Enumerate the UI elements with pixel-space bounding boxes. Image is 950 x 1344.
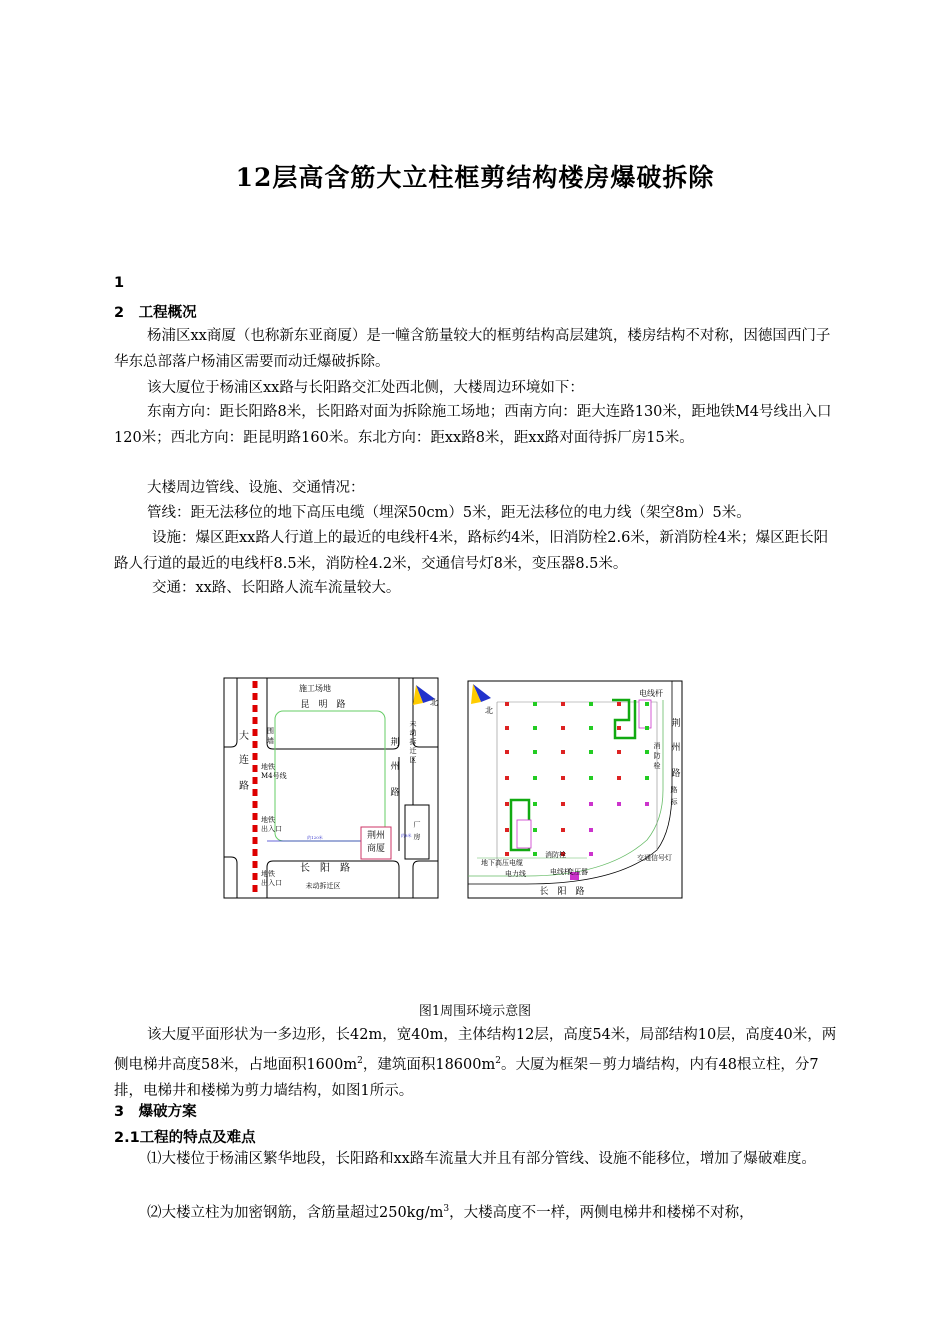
superscript-volume: 3 <box>443 1204 450 1214</box>
structure-text-1: 该大厦平面形状为一多边形，长42m，宽40m，主体结构12层，高度54米，局部结构10层，高度40米，两侧电梯井高度58米，占地面积1600m <box>114 1027 837 1073</box>
label-unmoved-v4: 迁 <box>409 747 417 755</box>
page-title: 12层高含筋大立柱框剪结构楼房爆破拆除 <box>235 163 715 192</box>
label-kunming-road: 昆 明 路 <box>300 700 346 710</box>
paragraph-traffic: 交通：xx路、长阳路人流车流量较大。 <box>152 580 401 596</box>
label-hydrant-v1: 消 <box>653 742 661 750</box>
label-building-2: 商厦 <box>366 844 386 854</box>
paragraph-intro: 杨浦区xx商厦（也称新东亚商厦）是一幢含筋量较大的框剪结构高层建筑，楼房结构不对称，因德国西门子华东总部落户杨浦区需要而动迁爆破拆除。 <box>114 328 831 370</box>
column-dot <box>533 802 537 806</box>
column-dot <box>617 702 621 706</box>
paragraph-structure <box>114 1022 840 1104</box>
label-north-right: 北 <box>485 706 493 715</box>
label-metro-exit-a2: 出入口 <box>261 825 282 833</box>
label-unmoved-v5: 区 <box>409 756 417 764</box>
paragraph-facilities-intro: 大楼周边管线、设施、交通情况： <box>147 480 365 496</box>
label-jingzhou-3: 路 <box>390 788 400 798</box>
label-north-left: 北 <box>430 698 438 707</box>
column-dot <box>589 802 593 806</box>
label-r-jingzhou-1: 荆 <box>671 719 681 729</box>
column-dot <box>589 726 593 730</box>
label-roadsign-1: 路 <box>670 786 678 794</box>
label-hydrant-v3: 栓 <box>653 762 661 770</box>
difficulty-text-1: ⑵大楼立柱为加密钢筋，含筋量超过250kg/m <box>147 1204 444 1221</box>
column-dot <box>589 852 593 856</box>
label-metro-1: 地铁 <box>261 763 275 771</box>
column-dot <box>589 828 593 832</box>
column-dot <box>505 828 509 832</box>
column-dot <box>617 776 621 780</box>
structure-text-2: ，建筑面积18600m <box>362 1056 496 1073</box>
column-dot <box>533 750 537 754</box>
column-dot <box>645 750 649 754</box>
label-pole-bottom: 电线杆 <box>550 868 571 876</box>
label-cable: 地下高压电缆 <box>481 859 523 867</box>
heading-2: 2 工程概况 <box>114 305 197 321</box>
column-dot <box>561 802 565 806</box>
label-jingzhou-2: 州 <box>390 762 400 772</box>
label-changyang-road: 长 阳 路 <box>300 863 350 874</box>
paragraph-pipelines: 管线：距无法移位的地下高压电缆（埋深50cm）5米，距无法移位的电力线（架空8m）5米。 <box>147 505 751 521</box>
label-roadsign-2: 标 <box>670 798 678 806</box>
label-powerline: 电力线 <box>505 870 526 878</box>
label-r-jingzhou-2: 州 <box>671 743 681 753</box>
heading-3: 3 爆破方案 <box>114 1104 197 1120</box>
column-dot <box>505 802 509 806</box>
column-dot <box>505 852 509 856</box>
label-unmoved-v2: 动 <box>409 729 417 737</box>
figure-caption: 图1周围环境示意图 <box>418 1004 532 1019</box>
label-hydrant: 消防栓 <box>545 851 566 859</box>
label-dalian-2: 连 <box>239 755 249 766</box>
column-dot <box>589 702 593 706</box>
column-dot <box>505 750 509 754</box>
label-metro-exit-a1: 地铁 <box>261 816 275 824</box>
column-dot <box>561 702 565 706</box>
paragraph-facilities: 设施：爆区距xx路人行道上的最近的电线杆4米，路标约4米，旧消防栓2.6米，新消防栓4米；爆区距长阳路人行道的最近的电线杆8.5米，消防栓4.2米，交通信号灯8米，变压器8.5米。 <box>114 530 829 572</box>
column-dot <box>533 776 537 780</box>
column-dot <box>645 726 649 730</box>
column-dot <box>561 828 565 832</box>
column-dot <box>645 702 649 706</box>
column-dot <box>645 776 649 780</box>
label-metro-2: M4号线 <box>261 772 287 780</box>
paragraph-difficulty-1: ⑴大楼位于杨浦区繁华地段，长阳路和xx路车流量大并且有部分管线、设施不能移位，增加了爆破难度。 <box>147 1151 816 1167</box>
column-dot <box>533 852 537 856</box>
column-dot <box>505 702 509 706</box>
heading-3-1: 2.1工程的特点及难点 <box>114 1130 256 1146</box>
column-dot <box>617 726 621 730</box>
column-dot <box>533 726 537 730</box>
column-dot <box>561 750 565 754</box>
column-dot <box>561 726 565 730</box>
paragraph-surroundings: 东南方向：距长阳路8米，长阳路对面为拆除施工场地；西南方向：距大连路130米，距地铁M4号线出入口120米；西北方向：距昆明路160米。东北方向：距xx路8米，距xx路对面待拆厂房15米。 <box>114 404 832 446</box>
column-dot <box>645 802 649 806</box>
label-wall-1: 围 <box>267 727 274 735</box>
label-building-1: 荆州 <box>366 831 386 841</box>
column-dot <box>505 776 509 780</box>
superscript-area-2: 2 <box>495 1056 501 1066</box>
label-jingzhou-1: 荆 <box>390 738 400 748</box>
superscript-area-1: 2 <box>357 1056 363 1066</box>
column-dot <box>617 802 621 806</box>
paragraph-difficulty-2 <box>114 1196 840 1226</box>
column-dot <box>533 702 537 706</box>
label-signal: 交通信号灯 <box>637 854 672 862</box>
column-dot <box>589 776 593 780</box>
label-transformer: 变压器 <box>567 868 588 876</box>
label-unmoved-v3: 拆 <box>409 738 417 746</box>
site-map-left <box>223 677 439 899</box>
structure-text-3: 。大厦为框架－剪力墙结构，内有48根立柱，分7排，电梯井和楼梯为剪力墙结构，如图1所示。 <box>114 1056 819 1099</box>
column-dot <box>617 750 621 754</box>
label-hydrant-v2: 防 <box>653 752 661 760</box>
label-dalian-3: 路 <box>239 781 249 792</box>
label-metro-exit-b2: 出入口 <box>261 879 282 887</box>
column-dot <box>533 828 537 832</box>
label-wall-2: 墙 <box>267 737 274 745</box>
label-unmoved-v1: 未 <box>409 720 417 728</box>
label-r-changyang-road: 长 阳 路 <box>539 887 585 897</box>
label-factory-2: 房 <box>413 833 421 841</box>
label-dalian-1: 大 <box>239 731 249 742</box>
paragraph-location: 该大厦位于杨浦区xx路与长阳路交汇处西北侧，大楼周边环境如下： <box>147 380 584 396</box>
column-dot <box>561 776 565 780</box>
label-distance-120: 约120米 <box>307 835 323 840</box>
column-dot <box>589 750 593 754</box>
column-dot <box>505 726 509 730</box>
label-unmoved-h: 未动拆迁区 <box>305 882 341 890</box>
label-factory-1: 厂 <box>413 821 421 829</box>
label-metro-exit-b1: 地铁 <box>261 870 275 878</box>
label-r-jingzhou-3: 路 <box>671 769 681 779</box>
label-pole-top: 电线杆 <box>639 689 663 698</box>
label-site: 施工场地 <box>299 684 331 693</box>
site-map-right <box>467 680 683 899</box>
difficulty-text-2: ，大楼高度不一样，两侧电梯井和楼梯不对称， <box>449 1204 754 1221</box>
label-distance-8: 约8米 <box>401 833 412 838</box>
heading-1: 1 <box>114 275 125 291</box>
